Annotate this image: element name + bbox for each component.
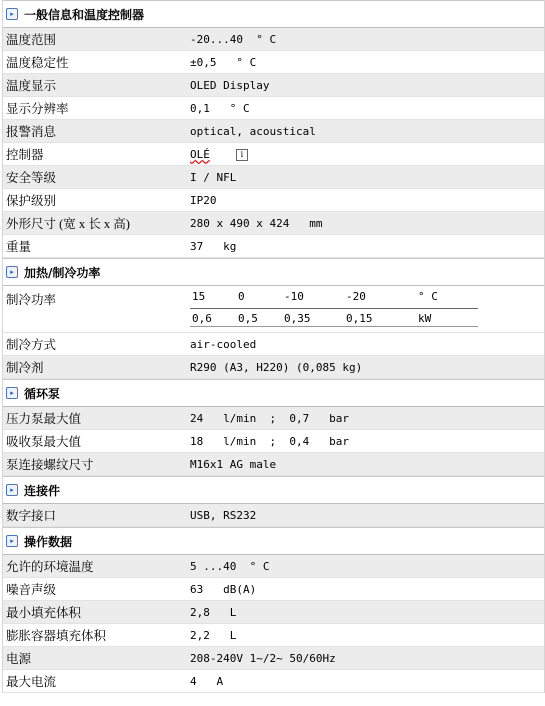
power-cell: 0,15	[346, 312, 373, 325]
row-label: 最小填充体积	[6, 606, 82, 620]
row-label: 吸收泵最大值	[6, 435, 82, 449]
row-label: 数字接口	[6, 509, 57, 523]
temp-cell: -20	[346, 290, 366, 303]
section-title: 加热/制冷功率	[24, 265, 101, 280]
row-value: 37 kg	[190, 239, 237, 253]
row-label: 外形尺寸 (宽 x 长 x 高)	[6, 217, 130, 231]
section-title: 一般信息和温度控制器	[24, 7, 145, 22]
temp-unit: ° C	[418, 290, 438, 303]
expand-icon[interactable]: ▸	[6, 535, 18, 547]
cooling-power-row	[3, 286, 544, 333]
row-label: 制冷方式	[6, 338, 57, 352]
row-label: 允许的环境温度	[6, 560, 94, 574]
table-row	[3, 430, 544, 453]
table-row	[3, 235, 544, 258]
table-row	[3, 120, 544, 143]
table-row	[3, 333, 544, 356]
row-value: ±0,5 ° C	[190, 55, 257, 69]
spec-table	[2, 0, 545, 693]
row-value: 5 ...40 ° C	[190, 559, 270, 573]
table-row	[3, 670, 544, 693]
table-row	[3, 624, 544, 647]
table-row	[3, 28, 544, 51]
row-label: 温度稳定性	[6, 56, 69, 70]
row-value	[190, 148, 544, 161]
row-value: -20...40 ° C	[190, 32, 277, 46]
table-row	[3, 74, 544, 97]
row-value: 63 dB(A)	[190, 582, 257, 596]
temperature-row	[190, 288, 480, 306]
row-label: 温度范围	[6, 33, 57, 47]
power-cell: 0,35	[284, 312, 311, 325]
row-label: 噪音声级	[6, 583, 57, 597]
row-label: 制冷剂	[6, 361, 44, 375]
table-row	[3, 647, 544, 670]
row-value: IP20	[190, 193, 217, 207]
row-label: 膨胀容器填充体积	[6, 629, 107, 643]
row-label: 最大电流	[6, 675, 57, 689]
row-value: air-cooled	[190, 337, 257, 351]
divider	[190, 326, 478, 327]
section-header-cooling[interactable]	[3, 258, 544, 286]
table-row	[3, 97, 544, 120]
row-label: 泵连接螺纹尺寸	[6, 458, 94, 472]
row-value: 2,8 L	[190, 605, 237, 619]
table-row	[3, 407, 544, 430]
table-row	[3, 356, 544, 379]
divider	[190, 308, 478, 309]
temp-cell: 15	[192, 290, 206, 303]
row-label: 压力泵最大值	[6, 412, 82, 426]
table-row	[3, 601, 544, 624]
table-row	[3, 555, 544, 578]
temp-cell: 0	[238, 290, 245, 303]
table-row	[3, 166, 544, 189]
power-cell: 0,6	[192, 312, 212, 325]
row-value: 0,1 ° C	[190, 101, 250, 115]
row-value: 208-240V 1~/2~ 50/60Hz	[190, 651, 336, 665]
section-header-pump[interactable]	[3, 379, 544, 407]
info-icon[interactable]: i	[236, 149, 248, 161]
table-row	[3, 578, 544, 601]
cooling-power-table	[190, 286, 480, 332]
row-value: 4 A	[190, 674, 224, 688]
row-value: 18 l/min ; 0,4 bar	[190, 434, 349, 448]
row-label: 制冷功率	[6, 293, 57, 307]
power-unit: kW	[418, 312, 432, 325]
power-cell: 0,5	[238, 312, 258, 325]
expand-icon[interactable]: ▸	[6, 387, 18, 399]
section-title: 循环泵	[24, 386, 61, 401]
expand-icon[interactable]: ▸	[6, 266, 18, 278]
row-label: 重量	[6, 240, 32, 254]
row-label: 报警消息	[6, 125, 57, 139]
row-label: 控制器	[6, 148, 44, 162]
row-value: 280 x 490 x 424 mm	[190, 216, 323, 230]
controller-value: OLÉ	[190, 147, 210, 161]
section-header-operation[interactable]	[3, 527, 544, 555]
row-value: optical, acoustical	[190, 124, 316, 138]
table-row	[3, 189, 544, 212]
expand-icon[interactable]: ▸	[6, 8, 18, 20]
row-value: 24 l/min ; 0,7 bar	[190, 411, 349, 425]
section-header-connection[interactable]	[3, 476, 544, 504]
row-label: 电源	[6, 652, 32, 666]
table-row	[3, 504, 544, 527]
temp-cell: -10	[284, 290, 304, 303]
row-value: USB, RS232	[190, 508, 257, 522]
row-value: R290 (A3, H220) (0,085 kg)	[190, 360, 363, 374]
row-label: 保护级别	[6, 194, 57, 208]
table-row	[3, 143, 544, 166]
row-label: 显示分辨率	[6, 102, 69, 116]
row-label: 温度显示	[6, 79, 57, 93]
section-header-general[interactable]	[3, 0, 544, 28]
row-value: 2,2 L	[190, 628, 237, 642]
section-title: 操作数据	[24, 534, 73, 549]
row-label: 安全等级	[6, 171, 57, 185]
expand-icon[interactable]: ▸	[6, 484, 18, 496]
section-title: 连接件	[24, 483, 61, 498]
table-row	[3, 212, 544, 235]
row-value: M16x1 AG male	[190, 457, 277, 471]
table-row	[3, 453, 544, 476]
row-value: OLED Display	[190, 78, 270, 92]
row-value: I / NFL	[190, 170, 237, 184]
table-row	[3, 51, 544, 74]
